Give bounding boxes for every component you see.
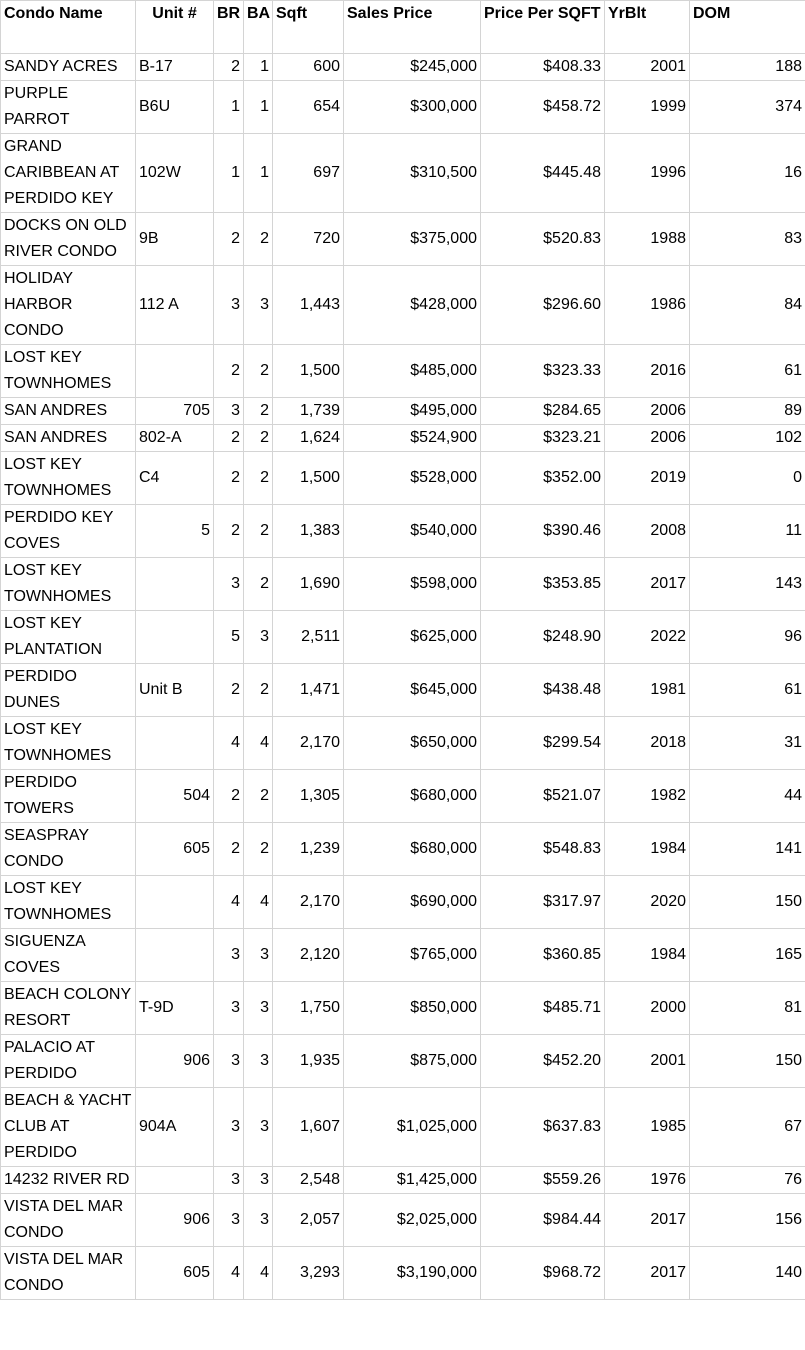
cell-sales-price: $625,000 [344,611,481,664]
header-sales-price: Sales Price [344,1,481,54]
cell-unit [136,876,214,929]
cell-price-per-sqft: $284.65 [481,398,605,425]
cell-br: 2 [214,54,244,81]
cell-br: 2 [214,345,244,398]
cell-dom: 165 [690,929,805,982]
cell-sqft: 1,500 [273,345,344,398]
cell-condo-name: GRAND CARIBBEAN AT PERDIDO KEY [1,134,136,213]
cell-condo-name: SAN ANDRES [1,398,136,425]
table-row [1,664,805,717]
cell-price-per-sqft: $299.54 [481,717,605,770]
cell-sales-price: $690,000 [344,876,481,929]
cell-unit: 605 [136,823,214,876]
header-yrblt: YrBlt [605,1,690,54]
cell-condo-name: PERDIDO DUNES [1,664,136,717]
cell-price-per-sqft: $323.33 [481,345,605,398]
cell-sqft: 1,443 [273,266,344,345]
cell-sqft: 1,690 [273,558,344,611]
cell-sqft: 2,511 [273,611,344,664]
cell-sales-price: $680,000 [344,823,481,876]
cell-yrblt: 1986 [605,266,690,345]
cell-sales-price: $428,000 [344,266,481,345]
cell-sqft: 1,305 [273,770,344,823]
cell-condo-name: LOST KEY TOWNHOMES [1,717,136,770]
cell-condo-name: BEACH COLONY RESORT [1,982,136,1035]
header-sqft: Sqft [273,1,344,54]
cell-ba: 4 [244,876,273,929]
cell-price-per-sqft: $548.83 [481,823,605,876]
cell-condo-name: LOST KEY TOWNHOMES [1,558,136,611]
cell-dom: 31 [690,717,805,770]
cell-price-per-sqft: $485.71 [481,982,605,1035]
cell-price-per-sqft: $452.20 [481,1035,605,1088]
cell-br: 3 [214,982,244,1035]
cell-yrblt: 2001 [605,1035,690,1088]
cell-yrblt: 2017 [605,1194,690,1247]
header-price-per-sqft: Price Per SQFT [481,1,605,54]
cell-dom: 16 [690,134,805,213]
cell-condo-name: LOST KEY PLANTATION [1,611,136,664]
cell-sales-price: $875,000 [344,1035,481,1088]
cell-dom: 188 [690,54,805,81]
cell-br: 2 [214,770,244,823]
cell-dom: 61 [690,664,805,717]
header-br: BR [214,1,244,54]
cell-price-per-sqft: $390.46 [481,505,605,558]
cell-unit: 906 [136,1194,214,1247]
cell-sqft: 1,239 [273,823,344,876]
cell-sales-price: $2,025,000 [344,1194,481,1247]
cell-ba: 2 [244,213,273,266]
cell-ba: 1 [244,81,273,134]
table-row [1,1167,805,1194]
cell-dom: 0 [690,452,805,505]
cell-yrblt: 1988 [605,213,690,266]
cell-sqft: 1,607 [273,1088,344,1167]
table-row [1,505,805,558]
table-row [1,558,805,611]
cell-condo-name: PALACIO AT PERDIDO [1,1035,136,1088]
cell-price-per-sqft: $520.83 [481,213,605,266]
table-row [1,1247,805,1300]
cell-condo-name: SAN ANDRES [1,425,136,452]
cell-dom: 76 [690,1167,805,1194]
cell-condo-name: LOST KEY TOWNHOMES [1,876,136,929]
cell-price-per-sqft: $296.60 [481,266,605,345]
table-row [1,823,805,876]
cell-ba: 4 [244,717,273,770]
header-unit: Unit # [136,1,214,54]
cell-dom: 141 [690,823,805,876]
cell-unit: 904A [136,1088,214,1167]
cell-ba: 3 [244,929,273,982]
cell-br: 3 [214,1167,244,1194]
cell-unit: Unit B [136,664,214,717]
cell-yrblt: 2017 [605,558,690,611]
cell-unit: 504 [136,770,214,823]
table-row [1,876,805,929]
cell-condo-name: PERDIDO TOWERS [1,770,136,823]
cell-sqft: 1,624 [273,425,344,452]
cell-dom: 61 [690,345,805,398]
cell-br: 2 [214,664,244,717]
cell-sales-price: $1,025,000 [344,1088,481,1167]
cell-br: 3 [214,929,244,982]
table-row [1,611,805,664]
cell-sales-price: $245,000 [344,54,481,81]
cell-sales-price: $528,000 [344,452,481,505]
cell-sales-price: $598,000 [344,558,481,611]
cell-condo-name: BEACH & YACHT CLUB AT PERDIDO [1,1088,136,1167]
cell-br: 1 [214,134,244,213]
header-ba: BA [244,1,273,54]
cell-sales-price: $540,000 [344,505,481,558]
table-row [1,929,805,982]
cell-yrblt: 2000 [605,982,690,1035]
cell-ba: 2 [244,398,273,425]
cell-condo-name: VISTA DEL MAR CONDO [1,1247,136,1300]
cell-yrblt: 1999 [605,81,690,134]
cell-condo-name: PERDIDO KEY COVES [1,505,136,558]
cell-sales-price: $850,000 [344,982,481,1035]
table-row [1,213,805,266]
cell-yrblt: 2017 [605,1247,690,1300]
cell-price-per-sqft: $458.72 [481,81,605,134]
cell-dom: 83 [690,213,805,266]
cell-unit [136,717,214,770]
cell-br: 4 [214,876,244,929]
cell-sales-price: $650,000 [344,717,481,770]
cell-unit: 605 [136,1247,214,1300]
cell-condo-name: SANDY ACRES [1,54,136,81]
cell-dom: 81 [690,982,805,1035]
cell-unit: 102W [136,134,214,213]
cell-sqft: 1,935 [273,1035,344,1088]
cell-dom: 67 [690,1088,805,1167]
cell-price-per-sqft: $438.48 [481,664,605,717]
header-row [1,1,805,54]
table-row [1,1194,805,1247]
cell-ba: 2 [244,770,273,823]
cell-sqft: 1,471 [273,664,344,717]
cell-br: 3 [214,266,244,345]
cell-yrblt: 2019 [605,452,690,505]
cell-br: 2 [214,823,244,876]
cell-dom: 156 [690,1194,805,1247]
cell-dom: 102 [690,425,805,452]
cell-yrblt: 2006 [605,398,690,425]
cell-dom: 140 [690,1247,805,1300]
cell-unit [136,345,214,398]
cell-sqft: 2,120 [273,929,344,982]
cell-ba: 2 [244,558,273,611]
cell-price-per-sqft: $559.26 [481,1167,605,1194]
cell-price-per-sqft: $968.72 [481,1247,605,1300]
cell-unit: 5 [136,505,214,558]
cell-yrblt: 2018 [605,717,690,770]
cell-ba: 2 [244,345,273,398]
cell-yrblt: 1985 [605,1088,690,1167]
cell-ba: 4 [244,1247,273,1300]
cell-condo-name: DOCKS ON OLD RIVER CONDO [1,213,136,266]
cell-br: 3 [214,1088,244,1167]
cell-unit [136,929,214,982]
cell-yrblt: 1984 [605,929,690,982]
cell-ba: 2 [244,425,273,452]
cell-yrblt: 1982 [605,770,690,823]
cell-condo-name: HOLIDAY HARBOR CONDO [1,266,136,345]
cell-br: 4 [214,1247,244,1300]
table-row [1,1035,805,1088]
cell-sqft: 697 [273,134,344,213]
cell-br: 2 [214,505,244,558]
cell-sqft: 2,170 [273,876,344,929]
cell-unit: 906 [136,1035,214,1088]
cell-br: 2 [214,452,244,505]
cell-dom: 96 [690,611,805,664]
cell-sqft: 1,750 [273,982,344,1035]
cell-br: 1 [214,81,244,134]
cell-price-per-sqft: $323.21 [481,425,605,452]
cell-condo-name: LOST KEY TOWNHOMES [1,345,136,398]
cell-price-per-sqft: $637.83 [481,1088,605,1167]
cell-unit [136,611,214,664]
cell-yrblt: 2006 [605,425,690,452]
header-dom: DOM [690,1,805,54]
cell-sales-price: $300,000 [344,81,481,134]
cell-yrblt: 1984 [605,823,690,876]
cell-condo-name: LOST KEY TOWNHOMES [1,452,136,505]
cell-price-per-sqft: $521.07 [481,770,605,823]
cell-dom: 150 [690,876,805,929]
cell-unit [136,1167,214,1194]
cell-yrblt: 1976 [605,1167,690,1194]
cell-yrblt: 2020 [605,876,690,929]
cell-price-per-sqft: $360.85 [481,929,605,982]
cell-br: 3 [214,398,244,425]
table-row [1,770,805,823]
cell-dom: 84 [690,266,805,345]
cell-sqft: 2,170 [273,717,344,770]
cell-dom: 374 [690,81,805,134]
cell-sales-price: $3,190,000 [344,1247,481,1300]
cell-sqft: 2,548 [273,1167,344,1194]
cell-sales-price: $765,000 [344,929,481,982]
cell-br: 2 [214,213,244,266]
cell-dom: 89 [690,398,805,425]
cell-yrblt: 2022 [605,611,690,664]
cell-unit: B6U [136,81,214,134]
cell-br: 3 [214,1194,244,1247]
cell-unit: 802-A [136,425,214,452]
cell-sales-price: $485,000 [344,345,481,398]
cell-yrblt: 2001 [605,54,690,81]
header-condo-name: Condo Name [1,1,136,54]
table-row [1,266,805,345]
cell-ba: 2 [244,505,273,558]
table-row [1,134,805,213]
table-row [1,982,805,1035]
cell-ba: 2 [244,823,273,876]
cell-yrblt: 1981 [605,664,690,717]
cell-sales-price: $1,425,000 [344,1167,481,1194]
cell-yrblt: 2016 [605,345,690,398]
cell-dom: 150 [690,1035,805,1088]
cell-price-per-sqft: $408.33 [481,54,605,81]
cell-br: 3 [214,1035,244,1088]
cell-br: 3 [214,558,244,611]
cell-sqft: 720 [273,213,344,266]
cell-ba: 3 [244,1035,273,1088]
table-row [1,425,805,452]
cell-sales-price: $645,000 [344,664,481,717]
cell-unit: B-17 [136,54,214,81]
cell-unit: T-9D [136,982,214,1035]
cell-sqft: 1,500 [273,452,344,505]
cell-unit: C4 [136,452,214,505]
cell-ba: 2 [244,452,273,505]
cell-price-per-sqft: $984.44 [481,1194,605,1247]
cell-yrblt: 1996 [605,134,690,213]
cell-ba: 3 [244,1167,273,1194]
cell-sales-price: $310,500 [344,134,481,213]
table-row [1,452,805,505]
cell-ba: 3 [244,982,273,1035]
cell-sqft: 3,293 [273,1247,344,1300]
cell-unit: 9B [136,213,214,266]
cell-yrblt: 2008 [605,505,690,558]
table-row [1,398,805,425]
cell-price-per-sqft: $352.00 [481,452,605,505]
cell-sqft: 1,383 [273,505,344,558]
cell-sqft: 1,739 [273,398,344,425]
cell-sales-price: $375,000 [344,213,481,266]
cell-sales-price: $495,000 [344,398,481,425]
cell-dom: 11 [690,505,805,558]
cell-unit: 112 A [136,266,214,345]
cell-sales-price: $680,000 [344,770,481,823]
cell-condo-name: SEASPRAY CONDO [1,823,136,876]
cell-ba: 3 [244,266,273,345]
cell-condo-name: SIGUENZA COVES [1,929,136,982]
cell-price-per-sqft: $248.90 [481,611,605,664]
cell-br: 4 [214,717,244,770]
cell-sales-price: $524,900 [344,425,481,452]
cell-ba: 1 [244,134,273,213]
table-row [1,54,805,81]
cell-condo-name: VISTA DEL MAR CONDO [1,1194,136,1247]
cell-ba: 3 [244,611,273,664]
table-row [1,345,805,398]
cell-ba: 3 [244,1194,273,1247]
cell-br: 5 [214,611,244,664]
cell-unit [136,558,214,611]
cell-sqft: 2,057 [273,1194,344,1247]
cell-price-per-sqft: $317.97 [481,876,605,929]
table-row [1,81,805,134]
cell-ba: 1 [244,54,273,81]
table-row [1,1088,805,1167]
cell-sqft: 654 [273,81,344,134]
cell-br: 2 [214,425,244,452]
cell-unit: 705 [136,398,214,425]
cell-price-per-sqft: $353.85 [481,558,605,611]
table-row [1,717,805,770]
cell-price-per-sqft: $445.48 [481,134,605,213]
cell-sqft: 600 [273,54,344,81]
cell-dom: 143 [690,558,805,611]
cell-dom: 44 [690,770,805,823]
cell-ba: 3 [244,1088,273,1167]
cell-ba: 2 [244,664,273,717]
cell-condo-name: 14232 RIVER RD [1,1167,136,1194]
cell-condo-name: PURPLE PARROT [1,81,136,134]
